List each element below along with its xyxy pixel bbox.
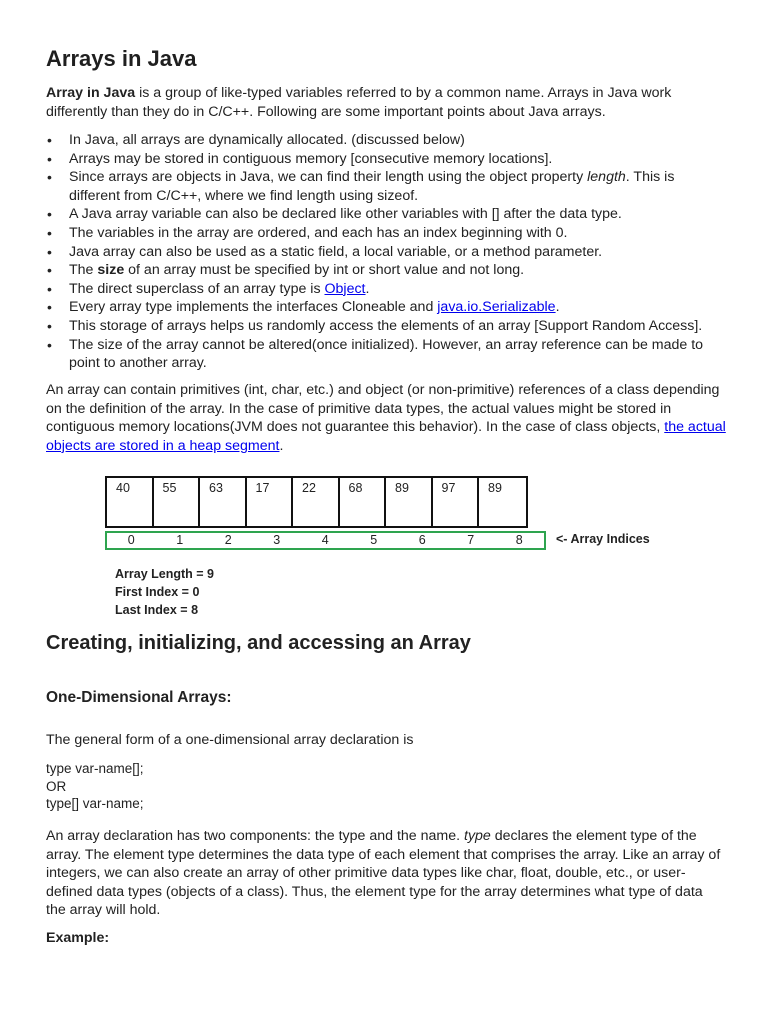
array-index: 5 (370, 533, 378, 547)
array-index: 1 (176, 533, 184, 547)
first-index-label: First Index = 0 (115, 585, 200, 599)
array-cell: 17 (247, 478, 294, 526)
paragraph-text: . (279, 437, 284, 454)
heap-segment-link[interactable]: the actual objects are stored in a heap segment (46, 419, 726, 454)
array-cell: 89 (386, 478, 433, 526)
list-item-text: A Java array variable can also be declared like other variables with [] after the data type. (69, 206, 622, 223)
array-index: 2 (224, 533, 232, 547)
list-item (69, 280, 729, 299)
intro-paragraph (46, 84, 726, 121)
array-cell: 68 (340, 478, 387, 526)
page-title: Arrays in Java (46, 46, 197, 71)
array-indices (105, 531, 546, 550)
array-cell: 89 (488, 481, 502, 495)
array-index: 4 (321, 533, 329, 547)
array-summary (115, 565, 214, 619)
list-item (69, 336, 729, 373)
array-length-label: Array Length = 9 (115, 567, 214, 581)
array-index: 0 (127, 533, 135, 547)
list-item-text: The variables in the array are ordered, and each has an index beginning with 0. (69, 224, 568, 241)
list-item (69, 317, 729, 336)
list-item (69, 205, 729, 224)
array-cell: 55 (154, 478, 201, 526)
list-item-text: The (69, 262, 98, 279)
code-line: type var-name[]; (46, 761, 144, 776)
code-line: OR (46, 778, 67, 794)
list-item (69, 131, 729, 150)
primitives-paragraph (46, 381, 726, 455)
list-item-text: Arrays may be stored in contiguous memory [consecutive memory locations]. (69, 150, 553, 167)
list-item (69, 261, 729, 280)
list-item-text: Since arrays are objects in Java, we can find their length using the object property (69, 169, 588, 186)
array-index: 6 (418, 533, 426, 547)
code-line: type[] var-name; (46, 796, 144, 811)
declaration-syntax (46, 760, 144, 813)
list-item-text: . This is different from C/C++, where we find length using sizeof. (69, 169, 675, 204)
intro-term: Array in Java (46, 85, 136, 101)
general-form-text: The general form of a one-dimensional array declaration is (46, 732, 414, 748)
list-item-text: In Java, all arrays are dynamically allocated. (discussed below) (69, 132, 465, 148)
emphasis-length: length (587, 169, 626, 186)
example-label: Example: (46, 930, 110, 946)
array-cell: 63 (200, 478, 247, 526)
array-index: 7 (467, 533, 475, 547)
array-cell: 22 (293, 478, 340, 526)
list-item-text: This storage of arrays helps us randomly access the elements of an array [Support Random Access]. (69, 317, 703, 334)
declaration-paragraph (46, 827, 726, 920)
list-item-text: The direct superclass of an array type is (69, 280, 325, 297)
array-cell: 97 (433, 478, 480, 526)
section-heading: Creating, initializing, and accessing an Array (46, 632, 471, 654)
key-points-list (46, 131, 729, 373)
array-index: 3 (273, 533, 281, 547)
indices-label: <- Array Indices (556, 532, 650, 546)
list-item-text: Java array can also be used as a static field, a local variable, or a method parameter. (69, 243, 603, 260)
list-item (69, 150, 729, 169)
list-item-text: . (365, 280, 370, 297)
paragraph-text: An array declaration has two components: the type and the name. (46, 828, 464, 844)
list-item-text: of an array must be specified by int or short value and not long. (124, 262, 525, 279)
last-index-label: Last Index = 8 (115, 603, 199, 617)
list-item (69, 298, 729, 317)
bold-size: size (97, 262, 125, 279)
array-cells (105, 476, 528, 528)
intro-text: is a group of like-typed variables referred to by a common name. Arrays in Java work differently than they do in C/C++. Following are some important points about Java arrays. (46, 85, 672, 120)
array-diagram (105, 476, 725, 626)
list-item (69, 243, 729, 262)
subsection-heading: One-Dimensional Arrays: (46, 689, 232, 706)
object-link[interactable]: Object (324, 280, 366, 297)
list-item-text: The size of the array cannot be altered(once initialized). However, an array reference can be made to point to another array. (69, 336, 704, 372)
array-cell: 40 (107, 478, 154, 526)
list-item-text: . (555, 299, 560, 316)
paragraph-text: declares the element type of the array. The element type determines the data type of each element that comprises the array. Like an array of integers, we can also create an array of other primitive data types like char, float, double, etc., or user-defined data types (objects of a class). Thus, the element type for the array determines what type of data the array will hold. (46, 828, 721, 919)
paragraph-text: An array can contain primitives (int, char, etc.) and object (or non-primitive) references of a class depending on the definition of the array. In the case of primitive data types, the actual values might be stored in contiguous memory locations(JVM does not guarantee this behavior). In the case of class objects, (46, 382, 720, 436)
emphasis-type: type (464, 828, 491, 844)
list-item-text: Every array type implements the interfaces Cloneable and (69, 299, 438, 316)
array-index: 8 (515, 533, 523, 547)
serializable-link[interactable]: java.io.Serializable (437, 299, 556, 316)
list-item (69, 224, 729, 243)
list-item (69, 168, 729, 205)
